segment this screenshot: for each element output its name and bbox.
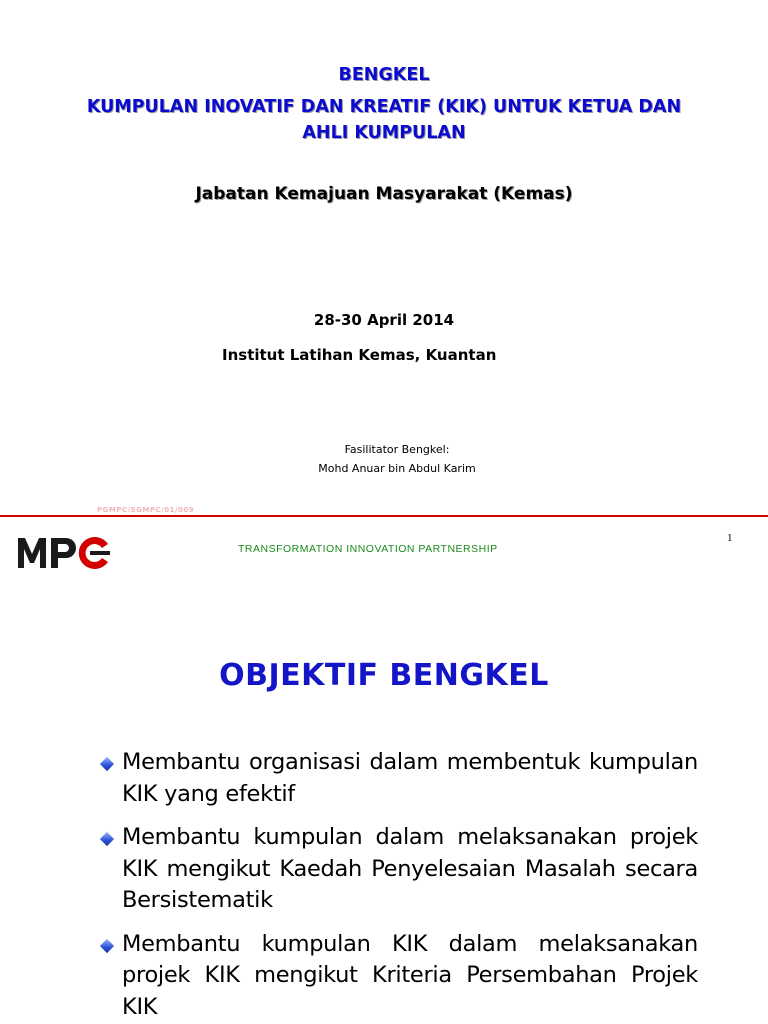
- objectives-list: [100, 747, 698, 1024]
- diamond-bullet-icon: [100, 832, 114, 846]
- diamond-bullet-icon: [100, 757, 114, 771]
- bullet-text: Membantu organisasi dalam membentuk kumpulan KIK yang efektif: [122, 749, 698, 807]
- list-item: [100, 747, 698, 810]
- list-item: [100, 822, 698, 917]
- tagline: TRANSFORMATION INNOVATION PARTNERSHIP: [238, 543, 498, 555]
- workshop-venue: Institut Latihan Kemas, Kuantan: [222, 346, 497, 364]
- bullet-text: Membantu kumpulan KIK dalam melaksanakan projek KIK mengikut Kriteria Persembahan Projek KIK: [122, 930, 698, 1020]
- workshop-title-line3: AHLI KUMPULAN: [302, 123, 466, 143]
- diamond-bullet-icon: [100, 938, 114, 952]
- workshop-title-line2: KUMPULAN INOVATIF DAN KREATIF (KIK) UNTUK KETUA DAN: [86, 97, 682, 117]
- faint-reference-code: PGMPC/SGMPC/01/009: [97, 506, 195, 514]
- list-item: [100, 929, 698, 1024]
- page-number: 1: [727, 532, 733, 544]
- facilitator-name: Mohd Anuar bin Abdul Karim: [318, 462, 476, 475]
- divider-rule: [0, 515, 768, 517]
- organization-name: Jabatan Kemajuan Masyarakat (Kemas): [195, 184, 573, 204]
- bullet-text: Membantu kumpulan dalam melaksanakan projek KIK mengikut Kaedah Penyelesaian Masalah secara Bersistematik: [122, 824, 698, 913]
- workshop-title-line1: BENGKEL: [338, 65, 430, 85]
- facilitator-label: Fasilitator Bengkel:: [344, 443, 450, 456]
- objectives-heading: OBJEKTIF BENGKEL: [219, 658, 549, 693]
- workshop-date: 28-30 April 2014: [313, 311, 455, 329]
- mpc-logo: [16, 532, 112, 570]
